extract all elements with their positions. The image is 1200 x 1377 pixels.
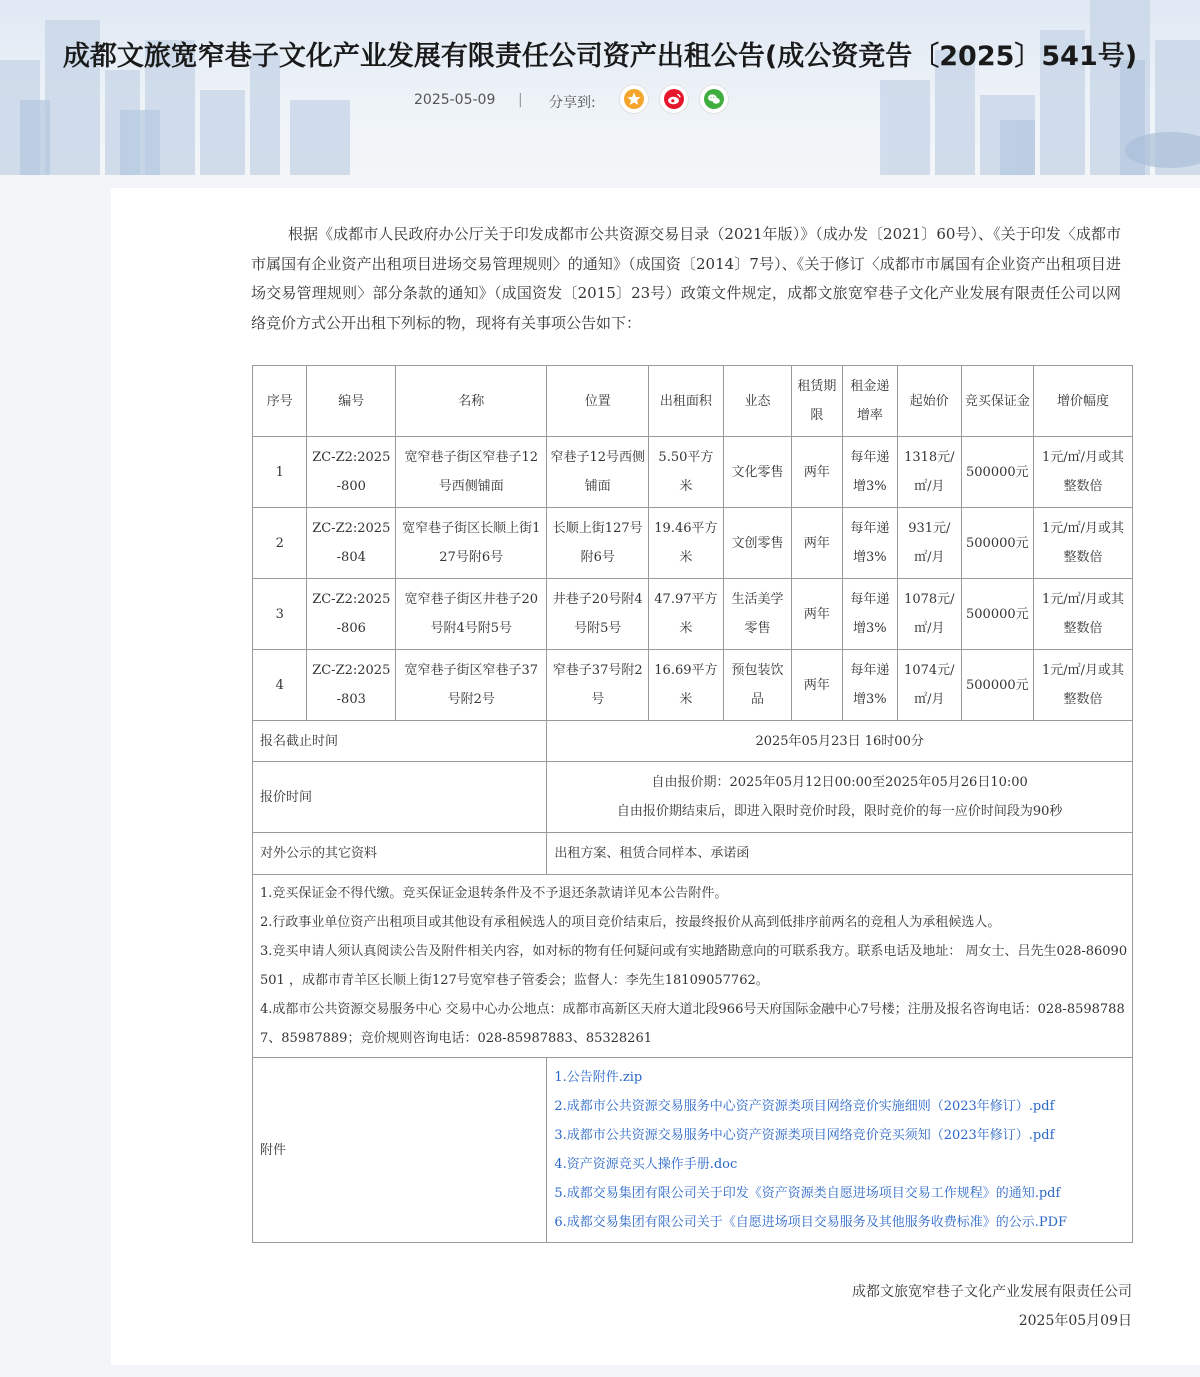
cell-term: 两年	[792, 508, 842, 579]
note-item: 1.竞买保证金不得代缴。竞买保证金退转条件及不予退还条款请详见本公告附件。	[260, 886, 728, 901]
notes-cell	[253, 875, 1133, 1058]
header-cell: 序号	[253, 366, 307, 437]
cell-name: 宽窄巷子街区窄巷子37号附2号	[396, 650, 547, 721]
deadline-row	[253, 721, 1133, 762]
attachment-link[interactable]: 1.公告附件.zip	[554, 1070, 643, 1085]
other-materials-value: 出租方案、租赁合同样本、承诺函	[547, 833, 1133, 875]
signature-company: 成都文旅宽窄巷子文化产业发展有限责任公司	[852, 1284, 1132, 1300]
attachments-row	[253, 1058, 1133, 1243]
header-cell: 名称	[396, 366, 547, 437]
cell-increment: 1元/㎡/月或其整数倍	[1034, 650, 1133, 721]
attachment-link[interactable]: 6.成都交易集团有限公司关于《自愿进场项目交易服务及其他服务收费标准》的公示.PDF	[554, 1215, 1068, 1230]
cell-index: 1	[253, 437, 307, 508]
star-icon	[624, 89, 644, 109]
header-cell: 起始价	[898, 366, 962, 437]
attachment-link[interactable]: 5.成都交易集团有限公司关于印发《资产资源类自愿进场项目交易工作规程》的通知.pdf	[554, 1186, 1061, 1201]
cell-deposit: 500000元	[961, 508, 1034, 579]
signature-block	[852, 1278, 1132, 1336]
other-materials-row	[253, 833, 1133, 875]
cell-index: 3	[253, 579, 307, 650]
bid-time-row	[253, 762, 1133, 833]
cell-increase-rate: 每年递增3%	[842, 579, 897, 650]
cell-location: 长顺上街127号附6号	[547, 508, 649, 579]
attachment-link[interactable]: 3.成都市公共资源交易服务中心资产资源类项目网络竞价竞买须知（2023年修订）.pdf	[554, 1128, 1055, 1143]
signature-date: 2025年05月09日	[1018, 1313, 1132, 1329]
cell-deposit: 500000元	[961, 650, 1034, 721]
bid-time-line: 自由报价期结束后，即进入限时竞价时段，限时竞价的每一应价时间段为90秒	[616, 804, 1063, 819]
note-item: 2.行政事业单位资产出租项目或其他设有承租候选人的项目竞价结束后，按最终报价从高到低排序前两名的竞租人为承租候选人。	[260, 915, 1001, 930]
share-wechat-button[interactable]	[699, 84, 729, 114]
cell-code: ZC-Z2:2025-800	[307, 437, 396, 508]
table-row	[253, 650, 1133, 721]
header-cell: 编号	[307, 366, 396, 437]
bid-time-label: 报价时间	[253, 762, 547, 833]
cell-deposit: 500000元	[961, 579, 1034, 650]
cell-term: 两年	[792, 579, 842, 650]
table-row	[253, 437, 1133, 508]
table-header-row	[253, 366, 1133, 437]
cell-increase-rate: 每年递增3%	[842, 437, 897, 508]
header-cell: 租金递增率	[842, 366, 897, 437]
cell-business: 生活美学零售	[723, 579, 792, 650]
header-cell: 租赁期限	[792, 366, 842, 437]
cell-term: 两年	[792, 437, 842, 508]
header-cell: 竞买保证金	[961, 366, 1034, 437]
note-item: 3.竞买申请人须认真阅读公告及附件相关内容，如对标的物有任何疑问或有实地踏勘意向的可联系我方。联系电话及地址： 周女士、吕先生028-86090501 ，成都市青羊区长顺上街127号宽窄巷子管委会；监督人：李先生18109057762。	[260, 944, 1128, 988]
attachments-list	[547, 1058, 1133, 1243]
attachment-link[interactable]: 4.资产资源竞买人操作手册.doc	[554, 1157, 738, 1172]
skyline-background-illustration	[0, 0, 1200, 175]
cell-area: 5.50平方米	[649, 437, 724, 508]
intro-paragraph: 根据《成都市人民政府办公厅关于印发成都市公共资源交易目录（2021年版）》（成办发〔2021〕60号）、《关于印发〈成都市市属国有企业资产出租项目进场交易管理规则〉的通知》（成国资〔2014〕7号）、《关于修订〈成都市市属国有企业资产出租项目进场交易管理规则〉部分条款的通知》（成国资发〔2015〕23号）政策文件规定，成都文旅宽窄巷子文化产业发展有限责任公司以网络竞价方式公开出租下列标的物，现将有关事项公告如下：	[251, 225, 1121, 332]
cell-name: 宽窄巷子街区窄巷子12号西侧铺面	[396, 437, 547, 508]
cell-increase-rate: 每年递增3%	[842, 650, 897, 721]
other-materials-label: 对外公示的其它资料	[253, 833, 547, 875]
page-title: 成都文旅宽窄巷子文化产业发展有限责任公司资产出租公告(成公资竞告〔2025〕541号)	[62, 41, 1138, 72]
attachments-label: 附件	[253, 1058, 547, 1243]
note-item: 4.成都市公共资源交易服务中心 交易中心办公地点：成都市高新区天府大道北段966号天府国际金融中心7号楼；注册及报名咨询电话：028-85987887、85987889；竞价规则咨询电话：028-85987883、85328261	[260, 1002, 1125, 1046]
cell-area: 47.97平方米	[649, 579, 724, 650]
table-row	[253, 508, 1133, 579]
cell-business: 文化零售	[723, 437, 792, 508]
share-weibo-button[interactable]	[659, 84, 689, 114]
cell-name: 宽窄巷子街区井巷子20号附4号附5号	[396, 579, 547, 650]
cell-index: 2	[253, 508, 307, 579]
cell-area: 16.69平方米	[649, 650, 724, 721]
cell-business: 文创零售	[723, 508, 792, 579]
attachment-link[interactable]: 2.成都市公共资源交易服务中心资产资源类项目网络竞价实施细则（2023年修订）.pdf	[554, 1099, 1055, 1114]
header-cell: 出租面积	[649, 366, 724, 437]
cell-start-price: 1078元/㎡/月	[898, 579, 962, 650]
cell-business: 预包装饮品	[723, 650, 792, 721]
cell-start-price: 1074元/㎡/月	[898, 650, 962, 721]
asset-table	[252, 365, 1133, 1243]
cell-increment: 1元/㎡/月或其整数倍	[1034, 508, 1133, 579]
cell-term: 两年	[792, 650, 842, 721]
share-label: 分享到:	[549, 95, 596, 111]
header-cell: 增价幅度	[1034, 366, 1133, 437]
bid-time-value	[547, 762, 1133, 833]
cell-area: 19.46平方米	[649, 508, 724, 579]
cell-increase-rate: 每年递增3%	[842, 508, 897, 579]
header-cell: 业态	[723, 366, 792, 437]
wechat-icon	[704, 89, 724, 109]
deadline-value: 2025年05月23日 16时00分	[547, 721, 1133, 762]
publish-date: 2025-05-09	[414, 92, 496, 108]
cell-location: 窄巷子37号附2号	[547, 650, 649, 721]
cell-index: 4	[253, 650, 307, 721]
cell-deposit: 500000元	[961, 437, 1034, 508]
cell-code: ZC-Z2:2025-804	[307, 508, 396, 579]
cell-location: 窄巷子12号西侧铺面	[547, 437, 649, 508]
cell-location: 井巷子20号附4号附5号	[547, 579, 649, 650]
notes-row	[253, 875, 1133, 1058]
table-row	[253, 579, 1133, 650]
cell-start-price: 1318元/㎡/月	[898, 437, 962, 508]
share-favorite-button[interactable]	[619, 84, 649, 114]
cell-name: 宽窄巷子街区长顺上街127号附6号	[396, 508, 547, 579]
deadline-label: 报名截止时间	[253, 721, 547, 762]
page-header	[0, 0, 1200, 175]
bid-time-line: 自由报价期：2025年05月12日00:00至2025年05月26日10:00	[651, 775, 1028, 790]
meta-separator: |	[518, 92, 523, 108]
weibo-icon	[664, 89, 684, 109]
cell-increment: 1元/㎡/月或其整数倍	[1034, 437, 1133, 508]
cell-code: ZC-Z2:2025-806	[307, 579, 396, 650]
cell-code: ZC-Z2:2025-803	[307, 650, 396, 721]
article-card	[111, 188, 1200, 1365]
cell-start-price: 931元/㎡/月	[898, 508, 962, 579]
cell-increment: 1元/㎡/月或其整数倍	[1034, 579, 1133, 650]
header-cell: 位置	[547, 366, 649, 437]
